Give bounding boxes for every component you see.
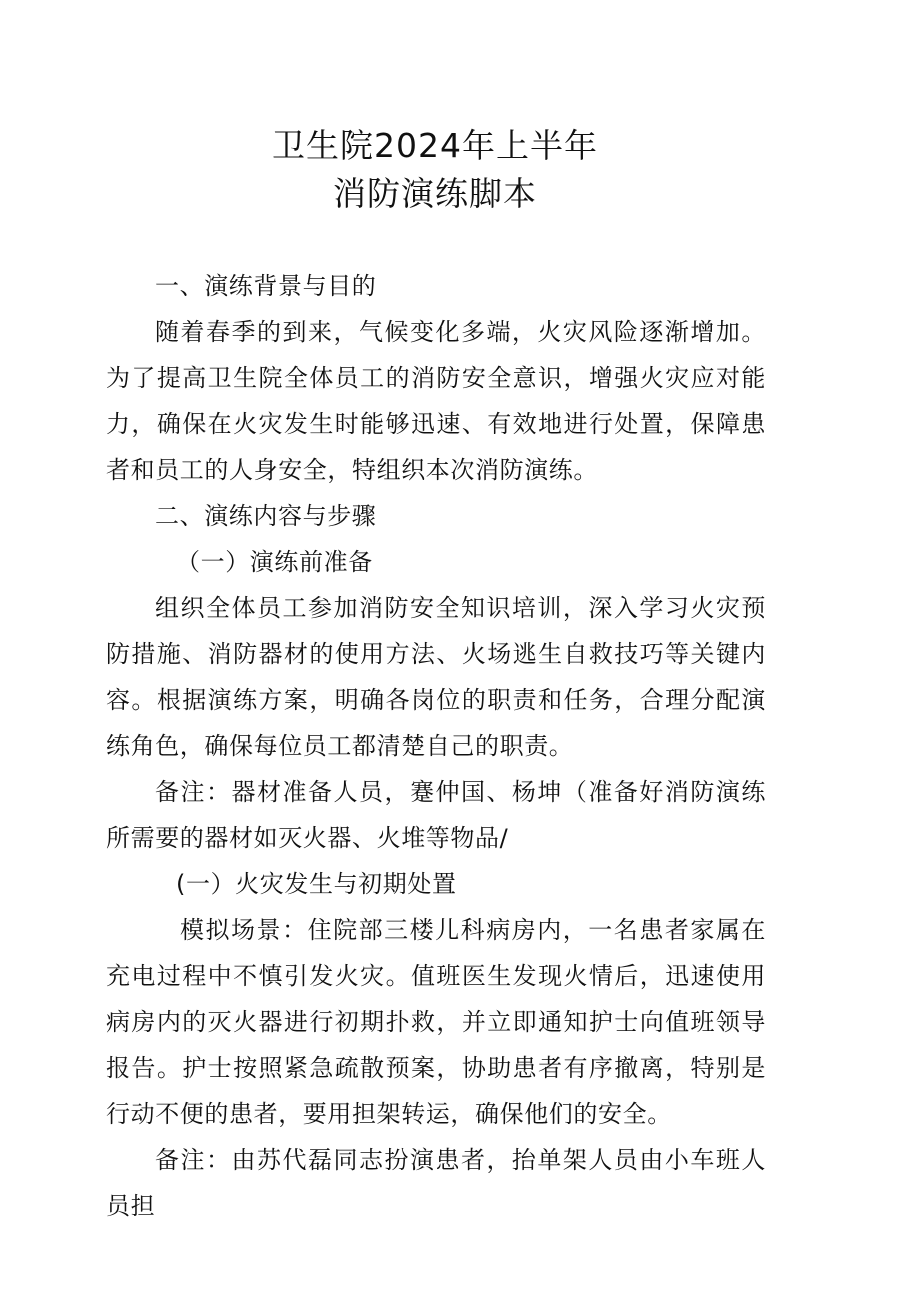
section-1-heading: 一、演练背景与目的 <box>155 272 377 300</box>
subsection-1-paragraph: 组织全体员工参加消防安全知识培训，深入学习火灾预防措施、消防器材的使用方法、火场逃生自救技巧等关键内容。根据演练方案，明确各岗位的职责和任务，合理分配演练角色，确保每位员工都清楚自己的职责。 <box>106 594 766 760</box>
subsection-1-note: 备注：器材准备人员，蹇仲国、杨坤（准备好消防演练所需要的器材如灭火器、火堆等物品/ <box>106 778 766 852</box>
subsection-2-paragraph: 模拟场景：住院部三楼儿科病房内，一名患者家属在充电过程中不慎引发火灾。值班医生发现火情后，迅速使用病房内的灭火器进行初期扑救，并立即通知护士向值班领导报告。护士按照紧急疏散预案，协助患者有序撤离，特别是行动不便的患者，要用担架转运，确保他们的安全。 <box>106 916 766 1128</box>
document-body <box>106 263 766 1229</box>
section-2-heading: 二、演练内容与步骤 <box>155 502 377 530</box>
subsection-2-note: 备注：由苏代磊同志扮演患者，抬单架人员由小车班人员担 <box>106 1146 766 1220</box>
subsection-1-heading: （一）演练前准备 <box>176 548 373 576</box>
section-1-paragraph: 随着春季的到来，气候变化多端，火灾风险逐渐增加。为了提高卫生院全体员工的消防安全意识，增强火灾应对能力，确保在火灾发生时能够迅速、有效地进行处置，保障患者和员工的人身安全，特组织本次消防演练。 <box>106 318 766 484</box>
document-title-line-2: 消防演练脚本 <box>333 174 537 213</box>
document-title-line-1: 卫生院2024年上半年 <box>272 126 598 165</box>
subsection-2-heading: (一）火灾发生与初期处置 <box>176 870 457 898</box>
